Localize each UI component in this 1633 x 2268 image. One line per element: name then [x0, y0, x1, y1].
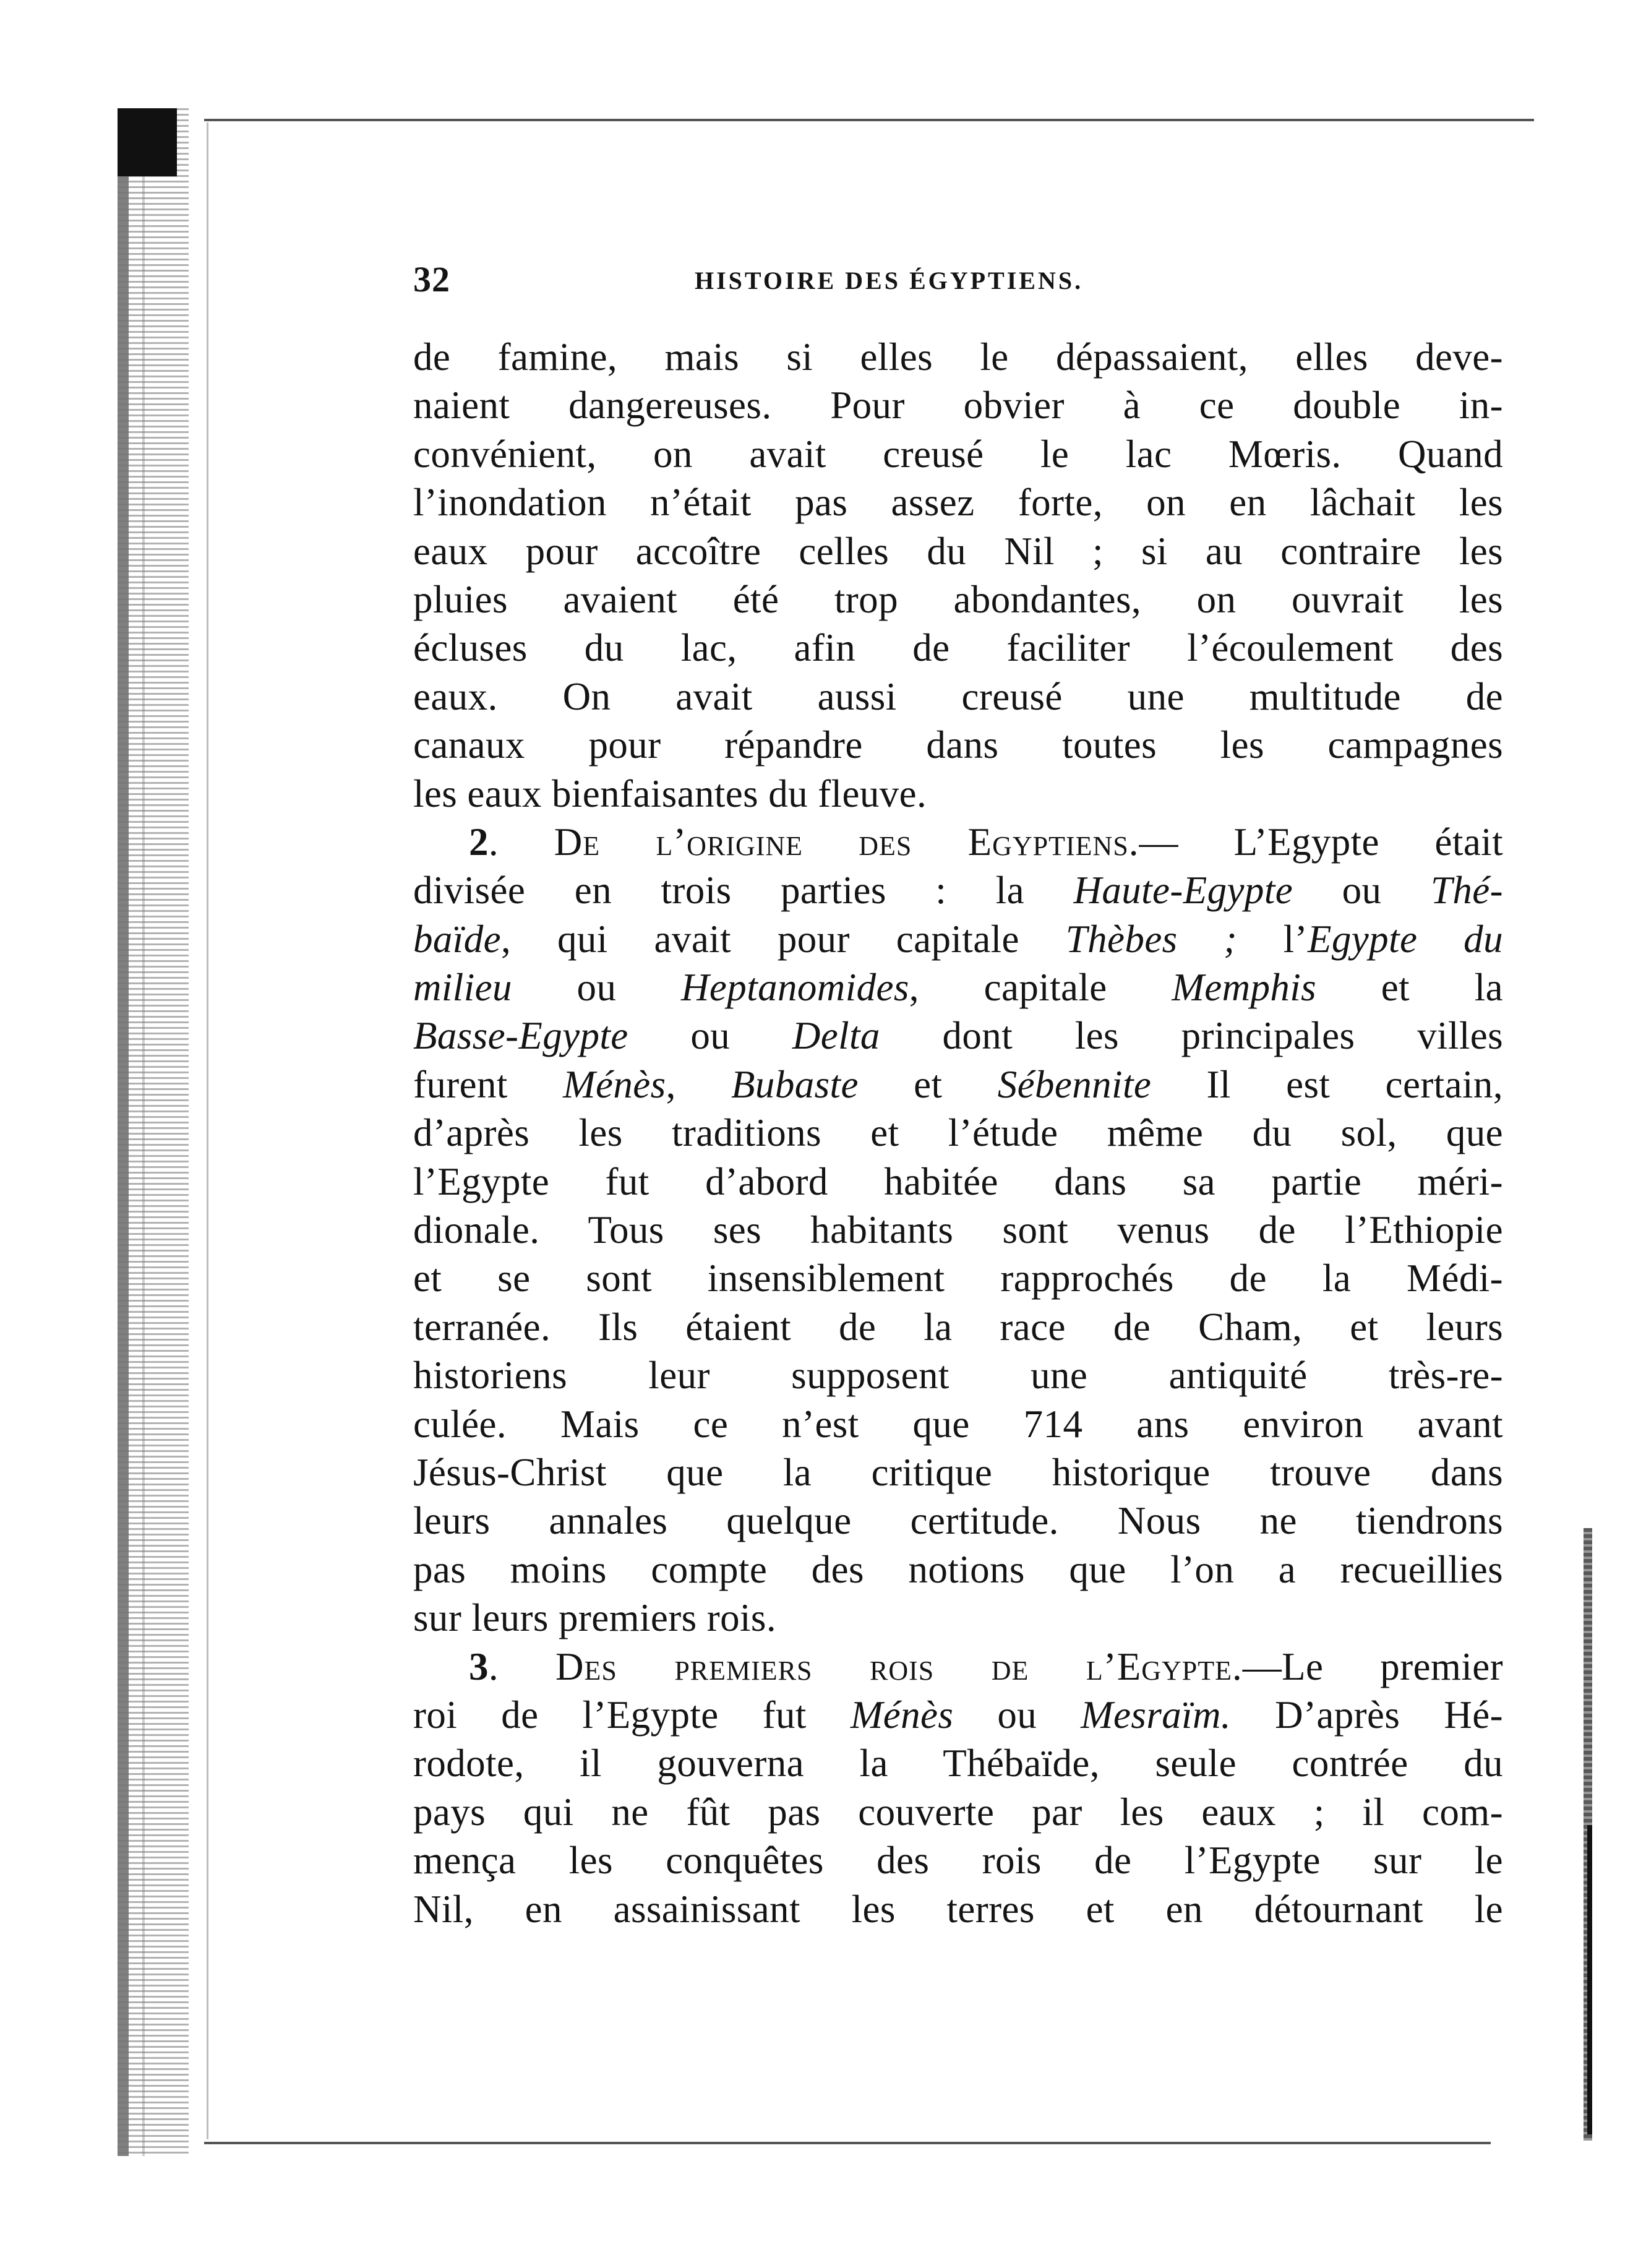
- text-run: pays qui ne fût pas couverte par les eaux ; il com-: [413, 1790, 1503, 1834]
- text-run: ou: [512, 966, 682, 1010]
- text-run: eaux. On avait aussi creusé une multitude de: [413, 674, 1503, 718]
- text-line: [413, 1448, 1503, 1497]
- text-line: [413, 381, 1503, 429]
- text-run: furent: [413, 1062, 564, 1106]
- text-run: eaux pour accoître celles du Nil ; si au contraire les: [413, 529, 1503, 573]
- text-run: , capitale: [909, 966, 1172, 1010]
- body-text: [413, 333, 1503, 1933]
- text-line: [413, 478, 1503, 526]
- text-run: Haute-Egypte: [1073, 869, 1293, 913]
- text-run: Thèbes ;: [1065, 917, 1237, 961]
- text-line: [413, 333, 1503, 381]
- text-run: leurs annales quelque certitude. Nous ne tiendrons: [413, 1499, 1503, 1543]
- text-run: ,: [666, 1062, 732, 1106]
- text-run: Il est certain,: [1151, 1062, 1503, 1106]
- text-line: [413, 1254, 1503, 1302]
- text-run: pas moins compte des notions que l’on a recueillies: [413, 1547, 1503, 1591]
- text-line: [413, 1885, 1503, 1933]
- text-line: [413, 1060, 1503, 1109]
- text-run: terranée. Ils étaient de la race de Cham, et leurs: [413, 1305, 1503, 1349]
- text-line: [413, 818, 1503, 866]
- text-run: les eaux bienfaisantes du fleuve.: [413, 771, 927, 815]
- text-run: Thé-: [1430, 869, 1503, 913]
- text-run: roi de l’Egypte fut: [413, 1693, 851, 1737]
- text-line: [413, 1497, 1503, 1545]
- text-run: .: [488, 1644, 555, 1688]
- text-run: l’inondation n’était pas assez forte, on en lâchait les: [413, 481, 1503, 525]
- text-run: D’après Hé-: [1231, 1693, 1503, 1737]
- text-run: mença les conquêtes des rois de l’Egypte sur le: [413, 1839, 1503, 1883]
- text-run: baïde: [413, 917, 501, 961]
- text-run: Mesraïm.: [1081, 1693, 1232, 1737]
- text-run: ou: [953, 1693, 1081, 1737]
- binding-edge: [118, 108, 189, 2156]
- book-page: [413, 247, 1503, 1933]
- text-run: Ménès: [850, 1693, 954, 1737]
- text-run: ou: [1293, 869, 1431, 913]
- text-line: [413, 1206, 1503, 1254]
- text-run: canaux pour répandre dans toutes les campagnes: [413, 723, 1503, 767]
- text-run: Bubaste: [731, 1062, 859, 1106]
- text-line: [413, 1691, 1503, 1739]
- text-line: [413, 1643, 1503, 1691]
- text-run: et la: [1316, 966, 1503, 1010]
- text-run: Memphis: [1172, 966, 1317, 1010]
- text-run: pluies avaient été trop abondantes, on ouvrait les: [413, 577, 1503, 621]
- text-run: Basse-Egypte: [413, 1014, 628, 1058]
- page-frame-top: [204, 119, 1534, 121]
- section-heading: Des premiers rois de l’Egypte.: [555, 1644, 1243, 1688]
- text-line: [413, 527, 1503, 575]
- text-run: rodote, il gouverna la Thébaïde, seule contrée du: [413, 1742, 1503, 1785]
- text-run: sur leurs premiers rois.: [413, 1596, 776, 1640]
- text-line: [413, 1400, 1503, 1448]
- text-run: divisée en trois parties : la: [413, 869, 1074, 913]
- page-number: 32: [413, 259, 450, 299]
- text-run: Ménès: [563, 1062, 666, 1106]
- section-number: 2: [469, 820, 489, 864]
- text-run: — L’Egypte était: [1139, 820, 1503, 864]
- text-line: [413, 672, 1503, 721]
- text-line: [413, 1594, 1503, 1642]
- text-line: [413, 1545, 1503, 1594]
- text-run: de famine, mais si elles le dépassaient, elles deve-: [413, 335, 1503, 379]
- page-frame-left: [207, 122, 208, 2139]
- page-edge-right-bar: [1587, 1825, 1592, 2134]
- section-number: 3: [469, 1644, 489, 1688]
- text-run: et: [858, 1062, 998, 1106]
- text-run: —Le premier: [1242, 1644, 1503, 1688]
- running-head: [413, 247, 1503, 322]
- text-run: milieu: [413, 966, 512, 1010]
- section-heading: De l’origine des Egyptiens.: [554, 820, 1139, 864]
- text-line: [413, 1788, 1503, 1836]
- text-line: [413, 915, 1503, 963]
- text-run: dionale. Tous ses habitants sont venus de l’Ethiopie: [413, 1208, 1503, 1252]
- text-run: dont les principales villes: [880, 1014, 1503, 1058]
- text-line: [413, 721, 1503, 769]
- text-run: l’: [1237, 917, 1308, 961]
- text-run: écluses du lac, afin de faciliter l’écoulement des: [413, 626, 1503, 670]
- text-line: [413, 866, 1503, 914]
- text-run: .: [488, 820, 554, 864]
- text-line: [413, 575, 1503, 624]
- text-line: [413, 624, 1503, 672]
- page-frame-bottom: [204, 2142, 1491, 2144]
- text-run: historiens leur supposent une antiquité très-re-: [413, 1354, 1503, 1398]
- text-run: l’Egypte fut d’abord habitée dans sa partie méri-: [413, 1159, 1503, 1203]
- binding-mark: [118, 108, 177, 176]
- running-title: HISTOIRE DES ÉGYPTIENS.: [695, 267, 1084, 294]
- text-run: Nil, en assainissant les terres et en détournant le: [413, 1887, 1503, 1931]
- text-run: et se sont insensiblement rapprochés de la Médi-: [413, 1256, 1503, 1300]
- text-run: naient dangereuses. Pour obvier à ce double in-: [413, 384, 1503, 427]
- text-line: [413, 1836, 1503, 1884]
- text-run: ou: [628, 1014, 792, 1058]
- text-run: Heptanomides: [681, 966, 909, 1010]
- text-run: convénient, on avait creusé le lac Mœris. Quand: [413, 432, 1503, 476]
- text-line: [413, 430, 1503, 478]
- text-line: [413, 1739, 1503, 1787]
- text-line: [413, 1303, 1503, 1351]
- text-line: [413, 1351, 1503, 1399]
- text-run: Egypte du: [1308, 917, 1503, 961]
- text-run: Delta: [792, 1014, 880, 1058]
- text-line: [413, 963, 1503, 1012]
- text-line: [413, 1012, 1503, 1060]
- text-run: d’après les traditions et l’étude même du sol, que: [413, 1111, 1503, 1155]
- text-run: Sébennite: [997, 1062, 1152, 1106]
- text-line: [413, 1158, 1503, 1206]
- text-run: culée. Mais ce n’est que 714 ans environ avant: [413, 1402, 1503, 1446]
- text-run: , qui avait pour capitale: [500, 917, 1066, 961]
- text-line: [413, 1109, 1503, 1157]
- text-line: [413, 770, 1503, 818]
- text-run: Jésus-Christ que la critique historique trouve dans: [413, 1450, 1503, 1494]
